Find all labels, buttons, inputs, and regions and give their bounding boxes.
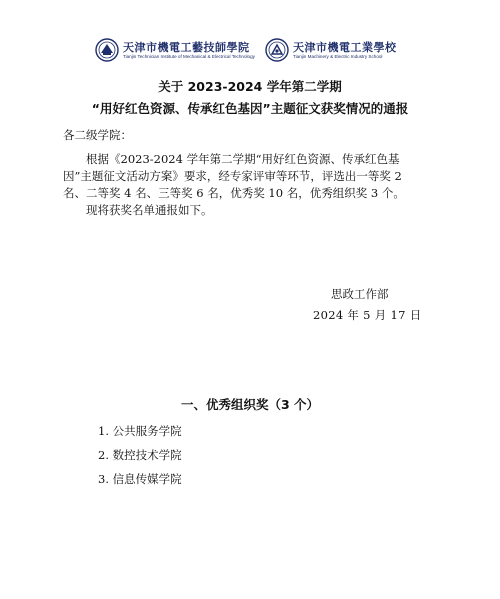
section1-title: 一、优秀组织奖（3 个）	[180, 397, 320, 412]
school-seal-icon	[95, 38, 119, 62]
document-title-line2: “用好红色资源、传承红色基因”主题征文获奖情况的通报	[91, 101, 409, 116]
paragraph1-line2-text: 因”主题征文活动方案》要求，经专家评审等环节，评选出一等奖 2	[63, 169, 402, 183]
salutation: 各二级学院：	[63, 128, 132, 142]
signature-date: 2024 年 5 月 17 日	[313, 308, 422, 322]
list-item: 3. 信息传媒学院	[98, 472, 182, 486]
award-list	[98, 424, 182, 496]
list-item: 2. 数控技术学院	[98, 448, 182, 462]
school-seal-icon	[265, 38, 289, 62]
left-school-logo	[95, 38, 255, 62]
letterhead	[0, 38, 500, 66]
paragraph2: 现将获奖名单通报如下。	[86, 203, 213, 217]
paragraph1-line1: 根据《2023-2024 学年第二学期“用好红色资源、传承红色基	[86, 152, 400, 166]
right-school-name-cn: 天津市機電工業學校	[293, 40, 397, 54]
document-title-line1: 关于 2023-2024 学年第二学期	[158, 79, 342, 94]
signature-department: 思政工作部	[331, 287, 389, 301]
left-school-name-cn: 天津市機電工藝技師學院	[123, 40, 250, 54]
left-school-name-en: Tianjin Technician Institute of Mechanical & Electrical Technology	[123, 53, 255, 59]
right-school-name-en: Tianjin Machinery & Electric Industry School	[293, 53, 383, 59]
paragraph1-line3-text: 名、二等奖 4 名、三等奖 6 名，优秀奖 10 名，优秀组织奖 3 个。	[63, 186, 405, 200]
right-school-logo	[265, 38, 397, 62]
paragraph1-line2	[63, 169, 405, 201]
list-item: 1. 公共服务学院	[98, 424, 182, 438]
